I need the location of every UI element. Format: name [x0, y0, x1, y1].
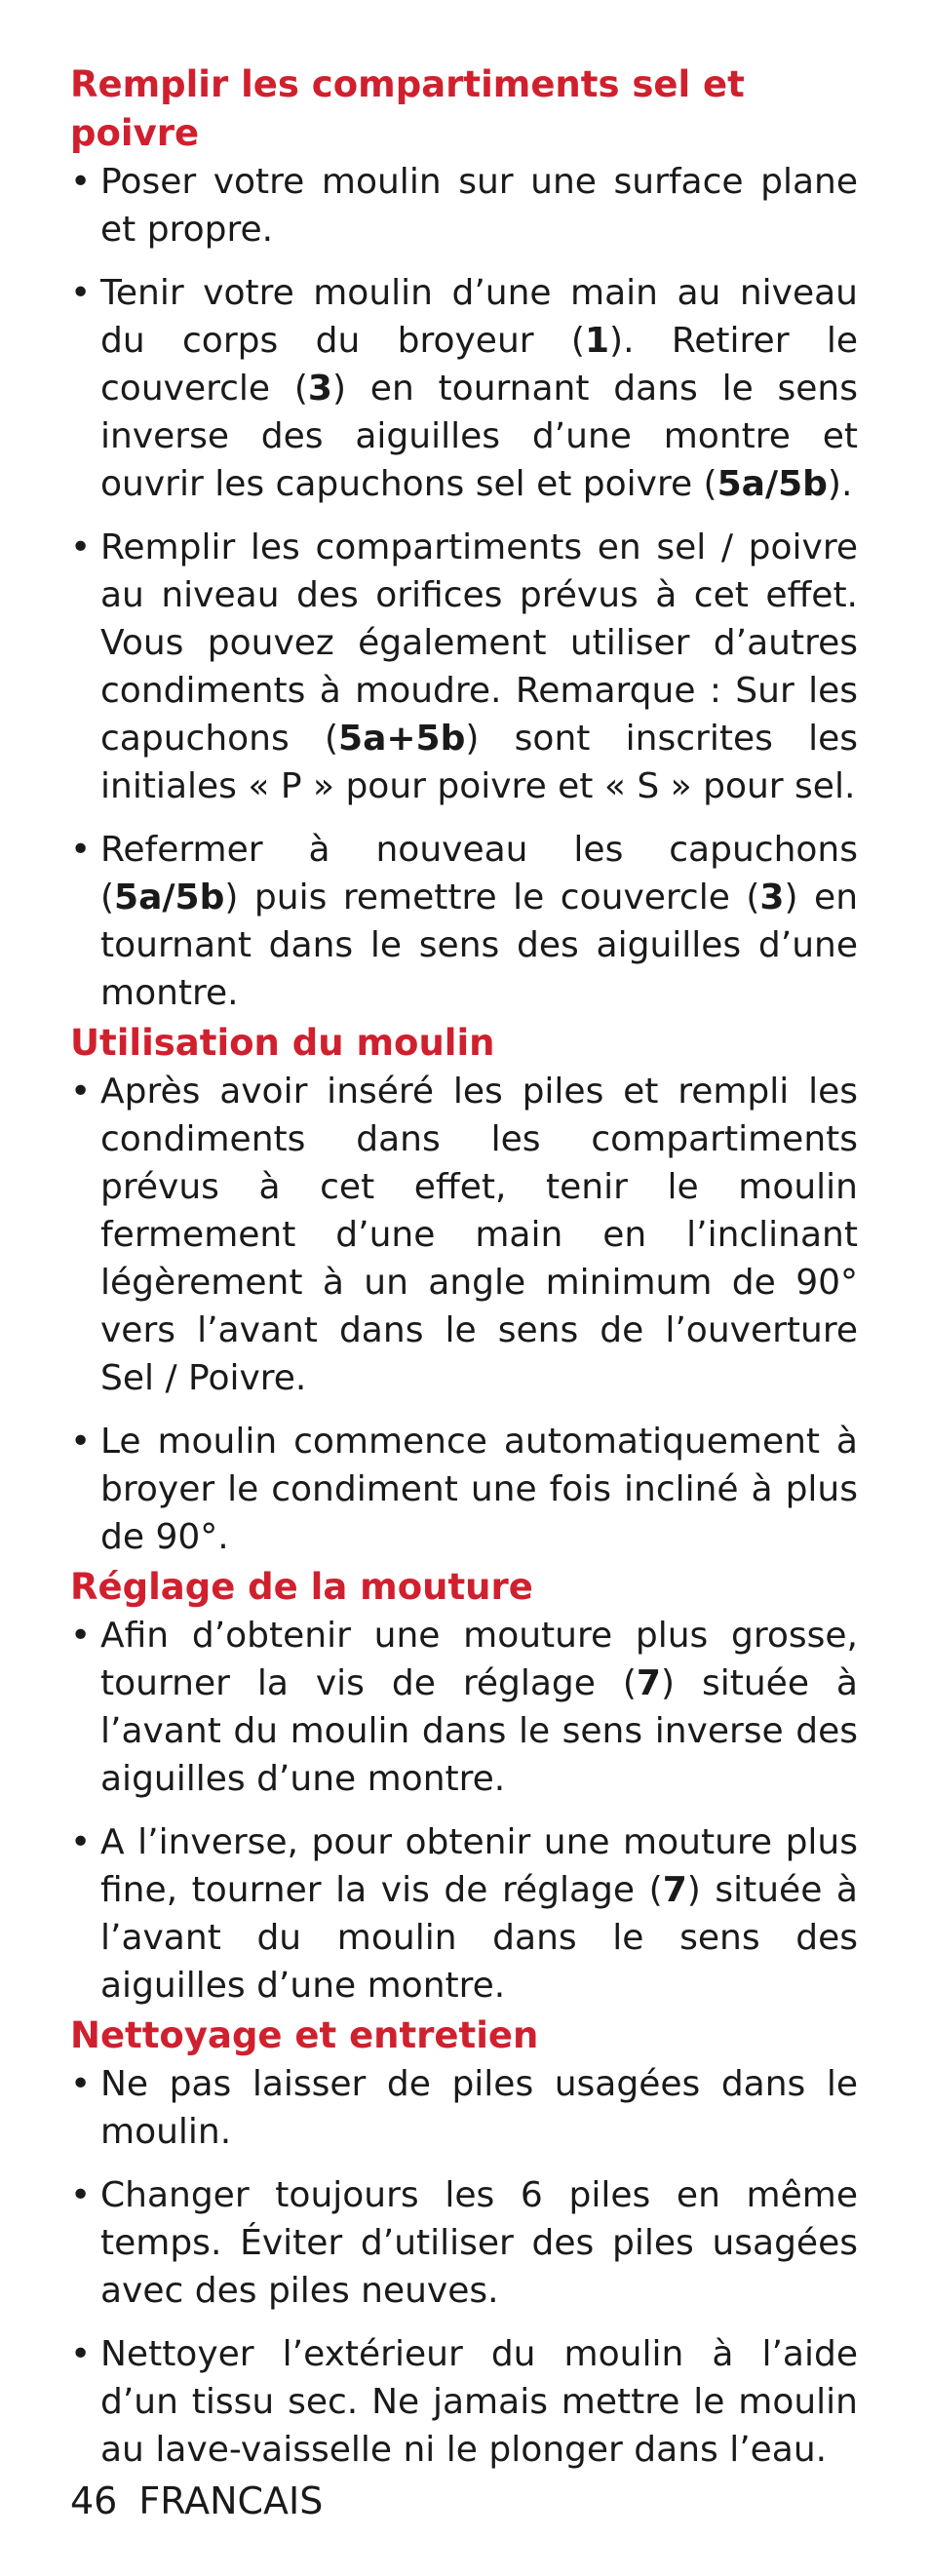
bullet-icon: • — [70, 1616, 92, 1656]
list-item — [70, 1418, 858, 1561]
footer-language: FRANCAIS — [138, 2479, 324, 2522]
part-reference: 3 — [759, 878, 785, 917]
item-text: Poser votre moulin sur une surface plane et propre. — [100, 162, 858, 250]
item-text: ) en tournant dans le sens des aiguilles d’une montre. — [100, 878, 859, 1013]
section-heading: Utilisation du moulin — [70, 1022, 495, 1064]
part-reference: 5a+5b — [338, 719, 466, 759]
list-item — [70, 524, 858, 810]
item-text: Nettoyer l’extérieur du moulin à l’aide d’un tissu sec. Ne jamais mettre le moulin au lave-vaisselle ni le plonger dans l’eau. — [100, 2334, 858, 2470]
page-footer — [70, 2477, 323, 2525]
part-reference: 3 — [307, 369, 332, 409]
item-text: ). Retirer le couvercle ( — [100, 321, 858, 409]
section-grind-adjustment — [70, 1563, 858, 2010]
bullet-list — [70, 2060, 858, 2474]
list-item — [70, 1818, 858, 2010]
bullet-icon: • — [70, 1822, 92, 1862]
item-text: ) sont inscrites les initiales « P » pour poivre et « S » pour sel. — [100, 719, 859, 806]
part-reference: 7 — [662, 1870, 687, 1910]
list-item — [70, 2330, 858, 2474]
item-text: Après avoir inséré les piles et rempli les condiments dans les compartiments prévus à cet effet, tenir le moulin fermement d’une main en l’inclinant légèrement à un angle minimum de 90° vers l’avant dans le sens de l’ouverture Sel / Poivre. — [100, 1072, 858, 1398]
item-text: ) en tournant dans le sens inverse des aiguilles d’une montre et ouvrir les capuchons sel et poivre ( — [100, 369, 858, 504]
section-fill-compartments — [70, 60, 858, 1017]
section-heading: Remplir les compartiments sel et poivre — [70, 63, 745, 154]
section-heading: Nettoyage et entretien — [70, 2014, 539, 2056]
item-text: A l’inverse, pour obtenir une mouture plus fine, tourner la vis de réglage ( — [100, 1822, 858, 1910]
item-text: ) puis remettre le couvercle ( — [224, 878, 760, 917]
list-item — [70, 1068, 858, 1402]
part-reference: 5a/5b — [717, 464, 828, 504]
item-text: Tenir votre moulin d’une main au niveau du corps du broyeur ( — [100, 273, 858, 361]
item-text: Ne pas laisser de piles usagées dans le moulin. — [100, 2064, 858, 2152]
item-text: Refermer à nouveau les capuchons ( — [100, 830, 858, 917]
bullet-icon: • — [70, 527, 92, 567]
item-text: ) située à l’avant du moulin dans le sens inverse des aiguilles d’une montre. — [100, 1663, 858, 1799]
bullet-icon: • — [70, 1072, 92, 1112]
list-item — [70, 826, 858, 1017]
item-text: Changer toujours les 6 piles en même temps. Éviter d’utiliser des piles usagées avec des piles neuves. — [100, 2175, 858, 2311]
list-item — [70, 269, 858, 508]
section-heading: Réglage de la mouture — [70, 1566, 533, 1608]
bullet-icon: • — [70, 830, 92, 870]
bullet-icon: • — [70, 2064, 92, 2104]
part-reference: 5a/5b — [114, 878, 225, 917]
item-text: Remplir les compartiments en sel / poivre au niveau des orifices prévus à cet effet. Vous pouvez également utiliser d’autres condiments à moudre. Remarque : Sur les capuchons ( — [100, 527, 858, 759]
item-text: ). — [827, 464, 853, 504]
bullet-list — [70, 158, 858, 1017]
item-text: Le moulin commence automatiquement à broyer le condiment une fois incliné à plus de 90°. — [100, 1422, 858, 1557]
item-text: Afin d’obtenir une mouture plus grosse, tourner la vis de réglage ( — [100, 1616, 858, 1703]
bullet-icon: • — [70, 162, 92, 202]
list-item — [70, 2060, 858, 2156]
list-item — [70, 158, 858, 254]
bullet-list — [70, 1068, 858, 1561]
part-reference: 7 — [636, 1663, 661, 1703]
bullet-list — [70, 1612, 858, 2010]
part-reference: 1 — [584, 321, 610, 361]
list-item — [70, 1612, 858, 1803]
section-using-mill — [70, 1019, 858, 1561]
bullet-icon: • — [70, 2175, 92, 2215]
bullet-icon: • — [70, 273, 92, 313]
bullet-icon: • — [70, 1422, 92, 1462]
item-text: ) située à l’avant du moulin dans le sens des aiguilles d’une montre. — [100, 1870, 858, 2006]
page-number: 46 — [70, 2479, 118, 2522]
manual-page-content — [70, 60, 858, 2476]
list-item — [70, 2171, 858, 2315]
bullet-icon: • — [70, 2334, 92, 2374]
section-cleaning-maintenance — [70, 2011, 858, 2474]
